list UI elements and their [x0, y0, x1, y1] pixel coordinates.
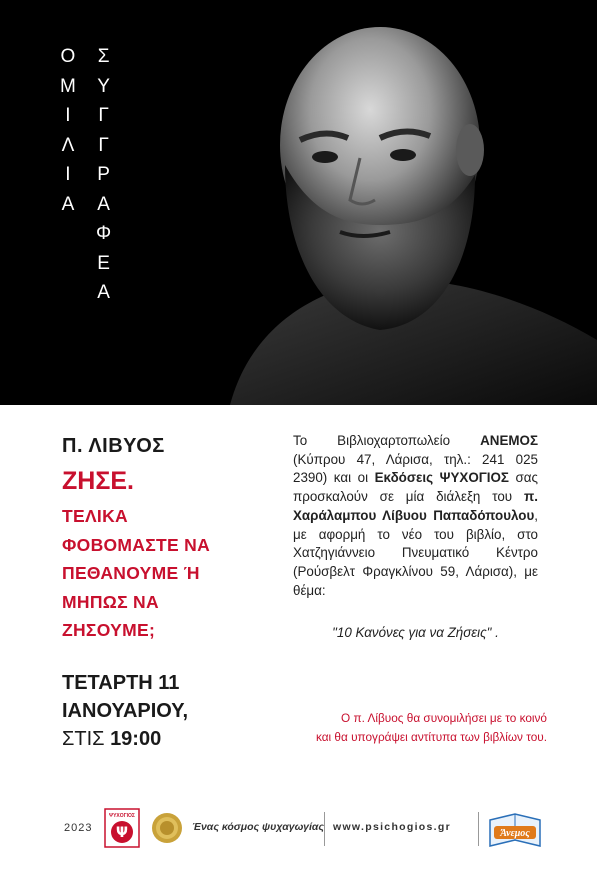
- syggrafea-letter: Φ: [96, 223, 112, 244]
- author-name: Π. ΛΙΒΥΟΣ: [62, 435, 165, 457]
- invitation-part1: Το Βιβλιοχαρτοπωλείο: [293, 433, 481, 448]
- omilia-letter: Ι: [65, 164, 71, 185]
- event-time-prefix: ΣΤΙΣ: [62, 728, 111, 750]
- event-date-line2: ΙΑΝΟΥΑΡΙΟΥ,: [62, 700, 189, 722]
- footer-divider: [324, 812, 325, 846]
- event-time: 19:00: [110, 728, 162, 750]
- omilia-letter: Α: [61, 193, 75, 215]
- book-title: ΖΗΣΕ.: [62, 467, 134, 495]
- footer: [0, 800, 597, 860]
- store-logo-icon: [486, 806, 544, 852]
- lecture-topic: [293, 625, 538, 640]
- vertical-title-syggrafea: [96, 42, 111, 308]
- omilia-letter: Ι: [65, 105, 71, 126]
- event-date-line1: ΤΕΤΑΡΤΗ 11: [62, 672, 180, 694]
- footer-divider-2: [478, 812, 479, 846]
- syggrafea-letter: Α: [97, 282, 110, 303]
- lecture-topic-end: .: [491, 625, 499, 640]
- author-portrait: [190, 0, 597, 405]
- store-logo-text: Άνεμος: [500, 828, 530, 839]
- subtitle-line: ΦΟΒΟΜΑΣΤΕ ΝΑ: [62, 534, 211, 555]
- subtitle-line: ΜΗΠΩΣ ΝΑ: [62, 591, 159, 612]
- subtitle-line: ΤΕΛΙΚΑ: [62, 506, 128, 526]
- syggrafea-letter: Ρ: [97, 164, 110, 185]
- signing-note: [285, 709, 547, 746]
- signing-note-line2: και θα υπογράψει αντίτυπα των βιβλίων του.: [315, 729, 547, 744]
- syggrafea-letter: Ε: [97, 252, 110, 274]
- signing-note-line1: Ο π. Λίβυος θα συνομιλήσει με το κοινό: [341, 711, 547, 725]
- syggrafea-letter: Α: [97, 193, 110, 215]
- footer-year: 2023: [64, 822, 93, 834]
- subtitle-line: ΖΗΣΟΥΜΕ;: [62, 620, 156, 640]
- publisher-logo-icon: [104, 808, 140, 848]
- vertical-title-omilia: [60, 42, 76, 219]
- subtitle-line: ΠΕΘΑΝΟΥΜΕ Ή: [62, 563, 200, 583]
- syggrafea-letter: Υ: [97, 75, 110, 97]
- omilia-letter: Μ: [60, 75, 76, 97]
- publisher-website-link[interactable]: www.psichogios.gr: [333, 821, 451, 833]
- publisher-slogan: Ένας κόσμος ψυχαγωγίας: [192, 821, 325, 833]
- omilia-letter: Ο: [60, 46, 76, 67]
- hero-section: [0, 0, 597, 405]
- syggrafea-letter: Σ: [97, 46, 110, 67]
- lecture-topic-text: "10 Κανόνες για να Ζήσεις": [332, 625, 492, 640]
- publisher-name: Εκδόσεις ΨΥΧΟΓΙΟΣ: [374, 470, 509, 486]
- invitation-part3: σας προσκαλούν σε μία διάλεξη του: [293, 470, 538, 505]
- publisher-logo-text: ΨΥΧΟΓΙΟΣ: [109, 813, 135, 819]
- invitation-text: [293, 432, 538, 600]
- omilia-letter: Λ: [61, 134, 75, 156]
- event-datetime: [62, 669, 188, 753]
- invitation-part2: (Κύπρου 47, Λάρισα, τηλ.: 241 025 2390) και οι: [293, 451, 538, 486]
- syggrafea-letter: Γ: [98, 134, 109, 156]
- invitation-part4: , με αφορμή το νέο του βιβλίο, στο Χατζηγιάννειο Πνευματικό Κέντρο (Ρούσβελτ Φραγκλίνου 59, Λάρισα), με θέμα:: [293, 507, 538, 598]
- svg-text:Ψ: Ψ: [116, 825, 128, 841]
- book-subtitle: [62, 502, 262, 645]
- store-name: ΑΝΕΜΟΣ: [480, 433, 538, 448]
- speaker-name: π. Χαράλαμπου Λίβυου Παπαδόπουλου: [293, 489, 538, 523]
- anniversary-seal-icon: [151, 812, 183, 844]
- syggrafea-letter: Γ: [98, 105, 109, 126]
